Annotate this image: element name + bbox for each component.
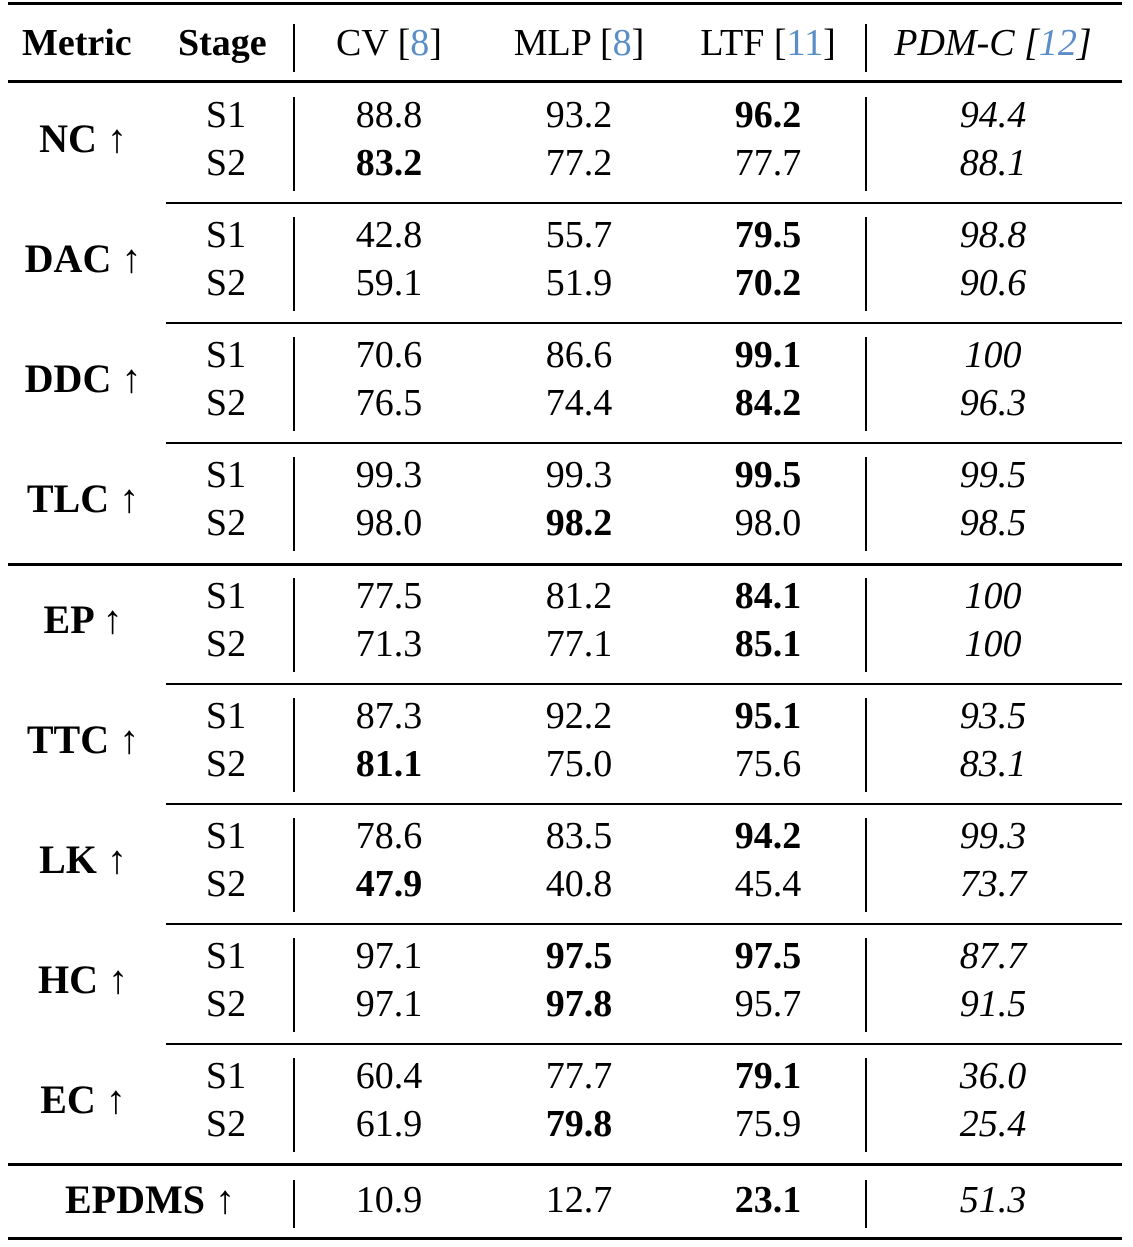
- metric-name: EP: [43, 597, 93, 642]
- stage-divider: [293, 337, 295, 431]
- value-cell-mlp: 40.8: [545, 863, 613, 905]
- total-value-mlp: 12.7: [545, 1179, 613, 1221]
- stage-divider: [293, 698, 295, 792]
- value-cell-cv: 42.8: [355, 214, 423, 256]
- total-pdm-divider: [865, 1180, 867, 1228]
- stage-divider: [293, 578, 295, 672]
- value-cell-cv: 87.3: [355, 695, 423, 737]
- stage-divider: [293, 97, 295, 191]
- stage-cell: S1: [205, 815, 247, 857]
- value-cell-ltf: 95.1: [734, 695, 802, 737]
- metric-name: TTC: [26, 717, 110, 762]
- value-cell-ltf: 79.5: [734, 214, 802, 256]
- value-cell-cv: 59.1: [355, 262, 423, 304]
- header-rule: [8, 80, 1122, 83]
- value-cell-cv: 99.3: [355, 454, 423, 496]
- value-cell-mlp: 77.7: [545, 1055, 613, 1097]
- value-cell-mlp: 97.8: [545, 983, 613, 1025]
- value-cell-ltf: 97.5: [734, 935, 802, 977]
- value-cell-mlp: 97.5: [545, 935, 613, 977]
- value-cell-cv: 70.6: [355, 334, 423, 376]
- metric-name: HC: [38, 957, 98, 1002]
- group-rule: [166, 202, 1122, 204]
- value-cell-ltf: 75.6: [734, 743, 802, 785]
- metric-name: LK: [39, 837, 97, 882]
- value-cell-pdm: 94.4: [959, 94, 1027, 136]
- header-metric: Metric: [22, 22, 132, 64]
- pdm-divider: [865, 1058, 867, 1152]
- up-arrow-icon: ↑: [102, 597, 123, 642]
- value-cell-pdm: 96.3: [959, 382, 1027, 424]
- total-value-cv: 10.9: [355, 1179, 423, 1221]
- top-rule: [8, 2, 1122, 5]
- value-cell-ltf: 70.2: [734, 262, 802, 304]
- stage-cell: S2: [205, 262, 247, 304]
- header-cv: CV [8]: [336, 22, 442, 64]
- value-cell-pdm: 73.7: [959, 863, 1027, 905]
- value-cell-pdm: 98.5: [959, 502, 1027, 544]
- value-cell-ltf: 84.1: [734, 575, 802, 617]
- value-cell-ltf: 99.5: [734, 454, 802, 496]
- value-cell-mlp: 77.2: [545, 142, 613, 184]
- value-cell-ltf: 85.1: [734, 623, 802, 665]
- stage-cell: S1: [205, 214, 247, 256]
- value-cell-cv: 47.9: [355, 863, 423, 905]
- total-rule: [8, 1163, 1122, 1166]
- value-cell-mlp: 75.0: [545, 743, 613, 785]
- total-value-pdm: 51.3: [959, 1179, 1027, 1221]
- pdm-divider: [865, 818, 867, 912]
- metric-name: NC: [39, 116, 97, 161]
- stage-cell: S1: [205, 334, 247, 376]
- value-cell-cv: 61.9: [355, 1103, 423, 1145]
- stage-cell: S2: [205, 983, 247, 1025]
- up-arrow-icon: ↑: [105, 1077, 126, 1122]
- header-divider-stage: [293, 24, 295, 72]
- group-rule: [166, 1043, 1122, 1045]
- stage-cell: S1: [205, 935, 247, 977]
- stage-cell: S2: [205, 502, 247, 544]
- up-arrow-icon: ↑: [108, 957, 128, 1002]
- header-divider-pdm: [865, 24, 867, 72]
- value-cell-mlp: 98.2: [545, 502, 613, 544]
- value-cell-mlp: 93.2: [545, 94, 613, 136]
- value-cell-cv: 60.4: [355, 1055, 423, 1097]
- value-cell-pdm: 100: [964, 575, 1022, 617]
- value-cell-pdm: 90.6: [959, 262, 1027, 304]
- value-cell-pdm: 83.1: [959, 743, 1027, 785]
- up-arrow-icon: ↑: [106, 837, 127, 882]
- metric-label: [25, 354, 142, 404]
- value-cell-cv: 97.1: [355, 935, 423, 977]
- stage-cell: S1: [205, 454, 247, 496]
- value-cell-pdm: 99.3: [959, 815, 1027, 857]
- value-cell-mlp: 99.3: [545, 454, 613, 496]
- value-cell-cv: 83.2: [355, 142, 423, 184]
- value-cell-cv: 78.6: [355, 815, 423, 857]
- up-arrow-icon: ↑: [119, 476, 140, 521]
- metric-name: DAC: [24, 236, 112, 281]
- header-ltf: LTF [11]: [700, 22, 836, 64]
- bottom-rule: [8, 1237, 1122, 1240]
- section-rule: [8, 563, 1122, 566]
- up-arrow-icon: ↑: [119, 717, 140, 762]
- stage-cell: S1: [205, 1055, 247, 1097]
- metric-label: [27, 715, 139, 765]
- group-rule: [166, 442, 1122, 444]
- value-cell-ltf: 77.7: [734, 142, 802, 184]
- value-cell-mlp: 83.5: [545, 815, 613, 857]
- group-rule: [166, 923, 1122, 925]
- stage-cell: S2: [205, 382, 247, 424]
- value-cell-cv: 81.1: [355, 743, 423, 785]
- stage-divider: [293, 938, 295, 1032]
- group-rule: [166, 322, 1122, 324]
- stage-cell: S2: [205, 1103, 247, 1145]
- value-cell-cv: 76.5: [355, 382, 423, 424]
- pdm-divider: [865, 578, 867, 672]
- value-cell-ltf: 98.0: [734, 502, 802, 544]
- value-cell-mlp: 81.2: [545, 575, 613, 617]
- pdm-divider: [865, 698, 867, 792]
- header-pdm-c: PDM-C [12]: [894, 22, 1092, 64]
- value-cell-cv: 98.0: [355, 502, 423, 544]
- up-arrow-icon: ↑: [215, 1177, 235, 1222]
- value-cell-ltf: 96.2: [734, 94, 802, 136]
- stage-divider: [293, 1058, 295, 1152]
- pdm-divider: [865, 97, 867, 191]
- value-cell-pdm: 88.1: [959, 142, 1027, 184]
- stage-cell: S2: [205, 743, 247, 785]
- stage-cell: S1: [205, 94, 247, 136]
- pdm-divider: [865, 457, 867, 551]
- total-stage-divider: [293, 1180, 295, 1228]
- group-rule: [166, 803, 1122, 805]
- value-cell-mlp: 79.8: [545, 1103, 613, 1145]
- stage-cell: S2: [205, 142, 247, 184]
- value-cell-mlp: 51.9: [545, 262, 613, 304]
- value-cell-pdm: 99.5: [959, 454, 1027, 496]
- value-cell-mlp: 74.4: [545, 382, 613, 424]
- value-cell-pdm: 36.0: [959, 1055, 1027, 1097]
- value-cell-pdm: 98.8: [959, 214, 1027, 256]
- value-cell-pdm: 100: [964, 623, 1022, 665]
- total-metric-label: [65, 1175, 235, 1225]
- metric-label: [39, 114, 127, 164]
- total-value-ltf: 23.1: [734, 1179, 802, 1221]
- stage-divider: [293, 818, 295, 912]
- value-cell-ltf: 94.2: [734, 815, 802, 857]
- pdm-divider: [865, 337, 867, 431]
- up-arrow-icon: ↑: [121, 236, 142, 281]
- value-cell-ltf: 99.1: [734, 334, 802, 376]
- metric-name: DDC: [24, 356, 112, 401]
- value-cell-mlp: 86.6: [545, 334, 613, 376]
- value-cell-cv: 77.5: [355, 575, 423, 617]
- value-cell-mlp: 55.7: [545, 214, 613, 256]
- stage-divider: [293, 457, 295, 551]
- value-cell-pdm: 25.4: [959, 1103, 1027, 1145]
- value-cell-ltf: 45.4: [734, 863, 802, 905]
- value-cell-ltf: 84.2: [734, 382, 802, 424]
- pdm-divider: [865, 217, 867, 311]
- value-cell-pdm: 91.5: [959, 983, 1027, 1025]
- group-rule: [166, 683, 1122, 685]
- value-cell-ltf: 75.9: [734, 1103, 802, 1145]
- value-cell-mlp: 77.1: [545, 623, 613, 665]
- pdm-divider: [865, 938, 867, 1032]
- metric-label: [25, 234, 142, 284]
- stage-cell: S1: [205, 695, 247, 737]
- metric-label: [27, 474, 139, 524]
- value-cell-mlp: 92.2: [545, 695, 613, 737]
- metric-label: [40, 1075, 126, 1125]
- metric-label: [38, 955, 128, 1005]
- value-cell-cv: 88.8: [355, 94, 423, 136]
- metric-name: EC: [40, 1077, 96, 1122]
- value-cell-cv: 71.3: [355, 623, 423, 665]
- total-metric-name: EPDMS: [65, 1177, 205, 1222]
- up-arrow-icon: ↑: [121, 356, 142, 401]
- value-cell-pdm: 100: [964, 334, 1022, 376]
- header-stage: Stage: [178, 22, 267, 64]
- metric-name: TLC: [26, 476, 110, 521]
- stage-cell: S2: [205, 863, 247, 905]
- value-cell-pdm: 87.7: [959, 935, 1027, 977]
- value-cell-pdm: 93.5: [959, 695, 1027, 737]
- header-mlp: MLP [8]: [513, 22, 645, 64]
- up-arrow-icon: ↑: [106, 116, 127, 161]
- value-cell-ltf: 79.1: [734, 1055, 802, 1097]
- stage-cell: S1: [205, 575, 247, 617]
- metric-label: [44, 595, 123, 645]
- value-cell-cv: 97.1: [355, 983, 423, 1025]
- stage-cell: S2: [205, 623, 247, 665]
- metric-label: [39, 835, 127, 885]
- stage-divider: [293, 217, 295, 311]
- value-cell-ltf: 95.7: [734, 983, 802, 1025]
